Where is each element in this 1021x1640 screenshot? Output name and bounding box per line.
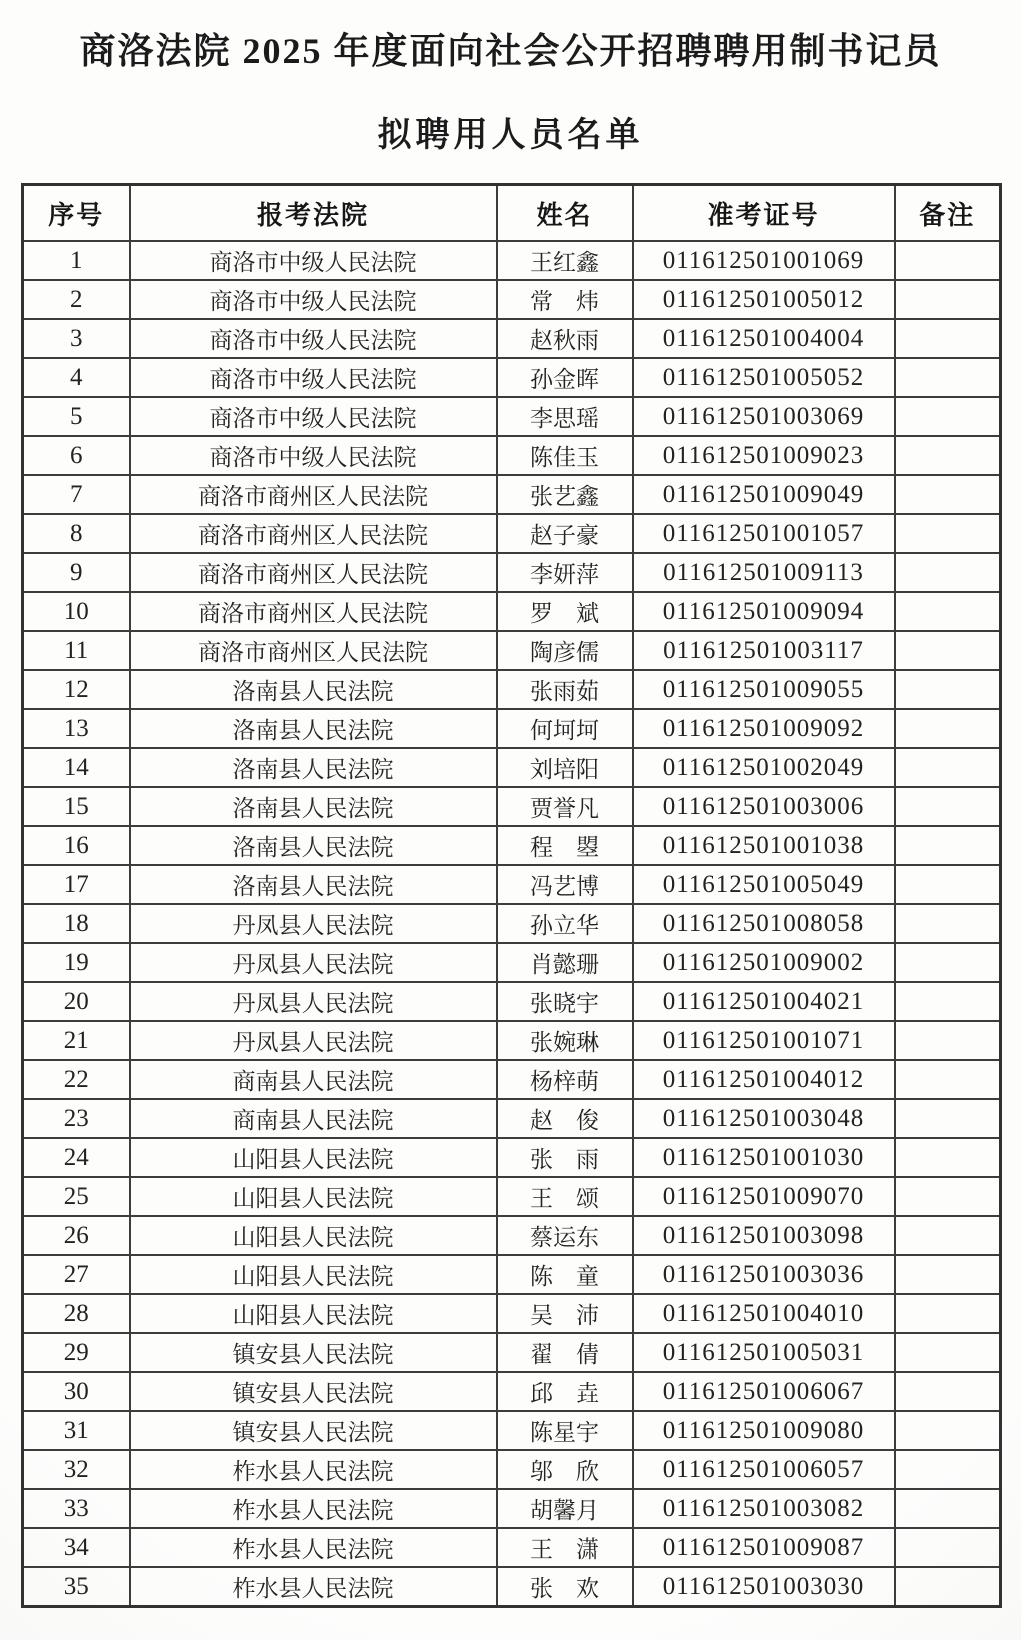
court-cell: 洛南县人民法院	[130, 787, 497, 826]
row-no-cell: 30	[23, 1372, 130, 1411]
name-cell: 邱 垚	[497, 1372, 633, 1411]
court-cell: 山阳县人民法院	[130, 1294, 497, 1333]
name-cell: 杨梓萌	[497, 1060, 633, 1099]
court-cell: 商洛市中级人民法院	[130, 319, 497, 358]
remark-cell	[895, 280, 1001, 319]
ticket-number-cell: 011612501001030	[633, 1138, 895, 1177]
ticket-number-cell: 011612501003036	[633, 1255, 895, 1294]
col-header-ticket: 准考证号	[633, 185, 895, 242]
court-cell: 洛南县人民法院	[130, 709, 497, 748]
row-no-cell: 26	[23, 1216, 130, 1255]
remark-cell	[895, 397, 1001, 436]
remark-cell	[895, 592, 1001, 631]
table-row	[23, 1372, 1001, 1411]
row-no-cell: 11	[23, 631, 130, 670]
remark-cell	[895, 670, 1001, 709]
row-no-cell: 1	[23, 241, 130, 280]
row-no-cell: 27	[23, 1255, 130, 1294]
name-cell: 蔡运东	[497, 1216, 633, 1255]
ticket-number-cell: 011612501005012	[633, 280, 895, 319]
row-no-cell: 10	[23, 592, 130, 631]
remark-cell	[895, 1294, 1001, 1333]
table-row	[23, 709, 1001, 748]
name-cell: 张晓宇	[497, 982, 633, 1021]
remark-cell	[895, 982, 1001, 1021]
court-cell: 山阳县人民法院	[130, 1177, 497, 1216]
court-cell: 商洛市中级人民法院	[130, 397, 497, 436]
table-row	[23, 592, 1001, 631]
ticket-number-cell: 011612501003048	[633, 1099, 895, 1138]
remark-cell	[895, 358, 1001, 397]
court-cell: 洛南县人民法院	[130, 865, 497, 904]
table-row	[23, 475, 1001, 514]
ticket-number-cell: 011612501006067	[633, 1372, 895, 1411]
row-no-cell: 4	[23, 358, 130, 397]
proposed-hires-table	[21, 183, 1002, 1608]
name-cell: 邬 欣	[497, 1450, 633, 1489]
court-cell: 丹凤县人民法院	[130, 943, 497, 982]
row-no-cell: 33	[23, 1489, 130, 1528]
row-no-cell: 29	[23, 1333, 130, 1372]
table-row	[23, 1294, 1001, 1333]
ticket-number-cell: 011612501005031	[633, 1333, 895, 1372]
header-row	[23, 185, 1001, 242]
row-no-cell: 3	[23, 319, 130, 358]
remark-cell	[895, 1177, 1001, 1216]
row-no-cell: 21	[23, 1021, 130, 1060]
remark-cell	[895, 1333, 1001, 1372]
ticket-number-cell: 011612501003117	[633, 631, 895, 670]
ticket-number-cell: 011612501002049	[633, 748, 895, 787]
court-cell: 商洛市中级人民法院	[130, 241, 497, 280]
name-cell: 何坷坷	[497, 709, 633, 748]
table-row	[23, 1255, 1001, 1294]
remark-cell	[895, 319, 1001, 358]
court-cell: 柞水县人民法院	[130, 1528, 497, 1567]
row-no-cell: 19	[23, 943, 130, 982]
row-no-cell: 5	[23, 397, 130, 436]
table-row	[23, 1216, 1001, 1255]
row-no-cell: 17	[23, 865, 130, 904]
name-cell: 刘培阳	[497, 748, 633, 787]
remark-cell	[895, 553, 1001, 592]
row-no-cell: 13	[23, 709, 130, 748]
court-cell: 商洛市中级人民法院	[130, 280, 497, 319]
table-row	[23, 982, 1001, 1021]
name-cell: 张雨茹	[497, 670, 633, 709]
table-row	[23, 670, 1001, 709]
ticket-number-cell: 011612501009092	[633, 709, 895, 748]
table-row	[23, 631, 1001, 670]
table-row	[23, 1567, 1001, 1607]
table-row	[23, 826, 1001, 865]
court-cell: 镇安县人民法院	[130, 1372, 497, 1411]
table-row	[23, 397, 1001, 436]
remark-cell	[895, 1411, 1001, 1450]
col-header-name: 姓名	[497, 185, 633, 242]
name-cell: 赵 俊	[497, 1099, 633, 1138]
row-no-cell: 34	[23, 1528, 130, 1567]
ticket-number-cell: 011612501009080	[633, 1411, 895, 1450]
remark-cell	[895, 1138, 1001, 1177]
ticket-number-cell: 011612501005052	[633, 358, 895, 397]
remark-cell	[895, 865, 1001, 904]
name-cell: 陈佳玉	[497, 436, 633, 475]
court-cell: 洛南县人民法院	[130, 826, 497, 865]
row-no-cell: 2	[23, 280, 130, 319]
document-title: 商洛法院 2025 年度面向社会公开招聘聘用制书记员	[79, 31, 942, 71]
remark-cell	[895, 1216, 1001, 1255]
row-no-cell: 24	[23, 1138, 130, 1177]
court-cell: 柞水县人民法院	[130, 1450, 497, 1489]
name-cell: 吴 沛	[497, 1294, 633, 1333]
court-cell: 镇安县人民法院	[130, 1411, 497, 1450]
row-no-cell: 32	[23, 1450, 130, 1489]
court-cell: 商南县人民法院	[130, 1060, 497, 1099]
table-row	[23, 1060, 1001, 1099]
ticket-number-cell: 011612501009049	[633, 475, 895, 514]
ticket-number-cell: 011612501003069	[633, 397, 895, 436]
ticket-number-cell: 011612501001038	[633, 826, 895, 865]
name-cell: 王红鑫	[497, 241, 633, 280]
remark-cell	[895, 1021, 1001, 1060]
ticket-number-cell: 011612501001057	[633, 514, 895, 553]
row-no-cell: 28	[23, 1294, 130, 1333]
name-cell: 孙金晖	[497, 358, 633, 397]
remark-cell	[895, 631, 1001, 670]
name-cell: 王 颂	[497, 1177, 633, 1216]
ticket-number-cell: 011612501009002	[633, 943, 895, 982]
ticket-number-cell: 011612501003030	[633, 1567, 895, 1607]
table-row	[23, 1099, 1001, 1138]
table-row	[23, 514, 1001, 553]
ticket-number-cell: 011612501004012	[633, 1060, 895, 1099]
ticket-number-cell: 011612501003082	[633, 1489, 895, 1528]
row-no-cell: 14	[23, 748, 130, 787]
document-subtitle: 拟聘用人员名单	[377, 117, 644, 154]
remark-cell	[895, 514, 1001, 553]
ticket-number-cell: 011612501004021	[633, 982, 895, 1021]
row-no-cell: 31	[23, 1411, 130, 1450]
name-cell: 陶彦儒	[497, 631, 633, 670]
table-row	[23, 280, 1001, 319]
court-cell: 洛南县人民法院	[130, 670, 497, 709]
table-row	[23, 1489, 1001, 1528]
name-cell: 张婉琳	[497, 1021, 633, 1060]
court-cell: 商洛市商州区人民法院	[130, 514, 497, 553]
ticket-number-cell: 011612501004004	[633, 319, 895, 358]
ticket-number-cell: 011612501008058	[633, 904, 895, 943]
court-cell: 商洛市中级人民法院	[130, 436, 497, 475]
name-cell: 冯艺博	[497, 865, 633, 904]
ticket-number-cell: 011612501009094	[633, 592, 895, 631]
court-cell: 商洛市商州区人民法院	[130, 475, 497, 514]
ticket-number-cell: 011612501009070	[633, 1177, 895, 1216]
name-cell: 陈星宇	[497, 1411, 633, 1450]
ticket-number-cell: 011612501001069	[633, 241, 895, 280]
name-cell: 孙立华	[497, 904, 633, 943]
ticket-number-cell: 011612501009087	[633, 1528, 895, 1567]
col-header-court: 报考法院	[130, 185, 497, 242]
table-row	[23, 1021, 1001, 1060]
ticket-number-cell: 011612501009023	[633, 436, 895, 475]
name-cell: 肖懿珊	[497, 943, 633, 982]
remark-cell	[895, 1489, 1001, 1528]
remark-cell	[895, 1060, 1001, 1099]
remark-cell	[895, 943, 1001, 982]
remark-cell	[895, 1255, 1001, 1294]
ticket-number-cell: 011612501001071	[633, 1021, 895, 1060]
court-cell: 山阳县人民法院	[130, 1255, 497, 1294]
name-cell: 胡馨月	[497, 1489, 633, 1528]
remark-cell	[895, 475, 1001, 514]
name-cell: 常 炜	[497, 280, 633, 319]
row-no-cell: 9	[23, 553, 130, 592]
ticket-number-cell: 011612501005049	[633, 865, 895, 904]
table-row	[23, 943, 1001, 982]
remark-cell	[895, 1528, 1001, 1567]
court-cell: 柞水县人民法院	[130, 1567, 497, 1607]
ticket-number-cell: 011612501006057	[633, 1450, 895, 1489]
name-cell: 李思瑶	[497, 397, 633, 436]
table-row	[23, 553, 1001, 592]
ticket-number-cell: 011612501009055	[633, 670, 895, 709]
row-no-cell: 6	[23, 436, 130, 475]
table-row	[23, 748, 1001, 787]
table-row	[23, 319, 1001, 358]
remark-cell	[895, 748, 1001, 787]
table-row	[23, 1450, 1001, 1489]
row-no-cell: 7	[23, 475, 130, 514]
ticket-number-cell: 011612501009113	[633, 553, 895, 592]
remark-cell	[895, 787, 1001, 826]
row-no-cell: 22	[23, 1060, 130, 1099]
remark-cell	[895, 241, 1001, 280]
table-row	[23, 904, 1001, 943]
name-cell: 张艺鑫	[497, 475, 633, 514]
row-no-cell: 15	[23, 787, 130, 826]
name-cell: 赵秋雨	[497, 319, 633, 358]
ticket-number-cell: 011612501003098	[633, 1216, 895, 1255]
table-row	[23, 358, 1001, 397]
row-no-cell: 25	[23, 1177, 130, 1216]
name-cell: 罗 斌	[497, 592, 633, 631]
table-row	[23, 1138, 1001, 1177]
remark-cell	[895, 1099, 1001, 1138]
court-cell: 山阳县人民法院	[130, 1138, 497, 1177]
row-no-cell: 18	[23, 904, 130, 943]
row-no-cell: 35	[23, 1567, 130, 1607]
col-header-remark: 备注	[895, 185, 1001, 242]
table-row	[23, 1528, 1001, 1567]
court-cell: 山阳县人民法院	[130, 1216, 497, 1255]
court-cell: 商洛市中级人民法院	[130, 358, 497, 397]
table-row	[23, 865, 1001, 904]
court-cell: 商南县人民法院	[130, 1099, 497, 1138]
row-no-cell: 23	[23, 1099, 130, 1138]
name-cell: 贾誉凡	[497, 787, 633, 826]
remark-cell	[895, 826, 1001, 865]
row-no-cell: 20	[23, 982, 130, 1021]
remark-cell	[895, 1567, 1001, 1607]
court-cell: 洛南县人民法院	[130, 748, 497, 787]
court-cell: 丹凤县人民法院	[130, 904, 497, 943]
court-cell: 商洛市商州区人民法院	[130, 553, 497, 592]
table-row	[23, 436, 1001, 475]
table-row	[23, 1177, 1001, 1216]
table-row	[23, 241, 1001, 280]
court-cell: 镇安县人民法院	[130, 1333, 497, 1372]
ticket-number-cell: 011612501004010	[633, 1294, 895, 1333]
table-row	[23, 1411, 1001, 1450]
name-cell: 张 欢	[497, 1567, 633, 1607]
remark-cell	[895, 436, 1001, 475]
name-cell: 陈 童	[497, 1255, 633, 1294]
court-cell: 柞水县人民法院	[130, 1489, 497, 1528]
court-cell: 商洛市商州区人民法院	[130, 592, 497, 631]
col-header-no: 序号	[23, 185, 130, 242]
name-cell: 王 潇	[497, 1528, 633, 1567]
court-cell: 丹凤县人民法院	[130, 1021, 497, 1060]
row-no-cell: 16	[23, 826, 130, 865]
row-no-cell: 12	[23, 670, 130, 709]
row-no-cell: 8	[23, 514, 130, 553]
name-cell: 李妍萍	[497, 553, 633, 592]
court-cell: 商洛市商州区人民法院	[130, 631, 497, 670]
table-row	[23, 1333, 1001, 1372]
remark-cell	[895, 904, 1001, 943]
ticket-number-cell: 011612501003006	[633, 787, 895, 826]
remark-cell	[895, 1450, 1001, 1489]
name-cell: 翟 倩	[497, 1333, 633, 1372]
remark-cell	[895, 1372, 1001, 1411]
name-cell: 张 雨	[497, 1138, 633, 1177]
remark-cell	[895, 709, 1001, 748]
court-cell: 丹凤县人民法院	[130, 982, 497, 1021]
name-cell: 赵子豪	[497, 514, 633, 553]
table-row	[23, 787, 1001, 826]
name-cell: 程 曌	[497, 826, 633, 865]
